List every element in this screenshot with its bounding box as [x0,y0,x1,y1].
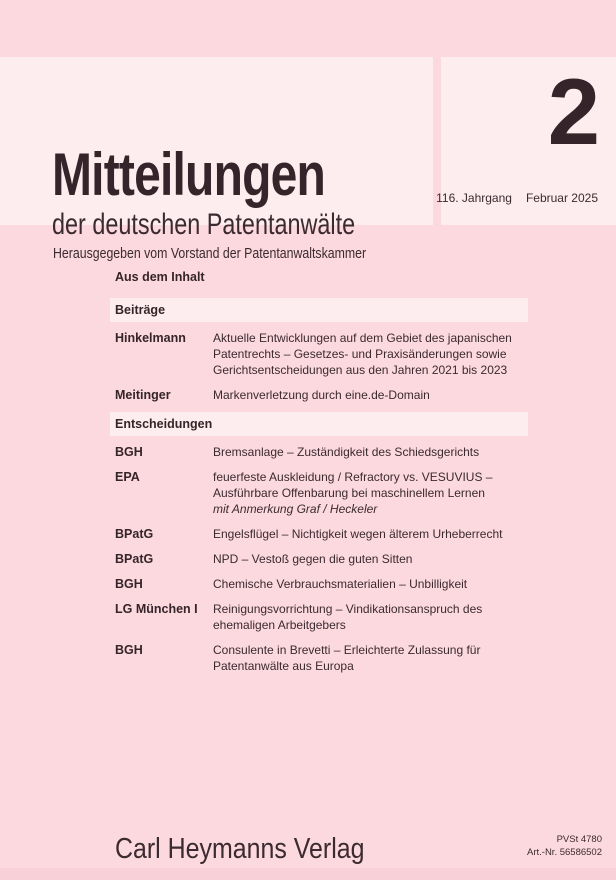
entry-title: Reinigungsvorrichtung – Vindikationsanspruch des ehemaligen Arbeitgebers [213,602,483,632]
contents-entry [110,526,528,542]
entry-source: Meitinger [115,388,171,402]
entry-body [213,551,523,567]
issue-meta [436,191,598,205]
section-entries [110,444,528,674]
entry-source: BGH [115,445,143,459]
publisher-name: Carl Heymanns Verlag [115,833,365,865]
contents-entry [110,469,528,517]
entry-body [213,387,523,403]
footer-info [527,833,602,860]
entry-body [213,601,523,633]
issue-month: Februar 2025 [525,191,598,205]
issue-number: 2 [547,59,598,164]
entry-source: EPA [115,470,140,484]
contents-entry [110,642,528,674]
journal-title: Mitteilungen [52,141,326,208]
contents-entry [110,444,528,460]
journal-publisher-line: Herausgegeben vom Vorstand der Patentanwaltskammer [53,246,367,262]
contents-entry [110,387,528,403]
entry-title: Consulente in Brevetti – Erleichterte Zulassung für Patentanwälte aus Europa [213,643,481,673]
entry-body [213,526,523,542]
entry-note: mit Anmerkung Graf / Heckeler [213,502,378,516]
entry-body [213,642,523,674]
entry-source: BPatG [115,527,154,541]
contents-entry [110,576,528,592]
entry-title: NPD – Vestoß gegen die guten Sitten [213,552,413,566]
entry-source: BGH [115,643,143,657]
contents-entry [110,330,528,378]
entry-body [213,576,523,592]
entry-body [213,330,523,378]
entry-title: Chemische Verbrauchsmaterialien – Unbilligkeit [213,577,468,591]
section-label: Entscheidungen [110,412,528,436]
entry-title: feuerfeste Auskleidung / Refractory vs. VESUVIUS – Ausführbare Offenbarung bei maschinellem Lernen [213,470,493,500]
entry-title: Aktuelle Entwicklungen auf dem Gebiet des japanischen Patentrechts – Gesetzes- und Praxisänderungen sowie Gerichtsentscheidungen aus den Jahren 2021 bis 2023 [213,331,512,377]
entry-source: Hinkelmann [115,331,186,345]
issue-panel [436,57,616,225]
contents-heading: Aus dem Inhalt [115,270,205,284]
entry-source: BPatG [115,552,154,566]
contents-section [110,412,528,674]
contents-entry [110,551,528,567]
entry-title: Markenverletzung durch eine.de-Domain [213,388,430,402]
contents-sections [110,298,528,674]
masthead-panel [0,57,433,262]
article-number: Art.-Nr. 56586502 [527,847,602,859]
contents [110,270,528,683]
journal-subtitle: der deutschen Patentanwälte [52,208,356,241]
section-entries [110,330,528,403]
entry-title: Engelsflügel – Nichtigkeit wegen älterem Urheberrecht [213,527,503,541]
entry-source: LG München I [115,602,198,616]
entry-body [213,444,523,460]
section-label: Beiträge [110,298,528,322]
postal-note: PVSt 4780 [556,834,602,845]
contents-entry [110,601,528,633]
entry-body [213,469,523,517]
bottom-strip [0,868,616,880]
entry-source: BGH [115,577,143,591]
contents-section [110,298,528,403]
entry-title: Bremsanlage – Zuständigkeit des Schiedsgerichts [213,445,480,459]
issue-volume: 116. Jahrgang [436,191,512,205]
